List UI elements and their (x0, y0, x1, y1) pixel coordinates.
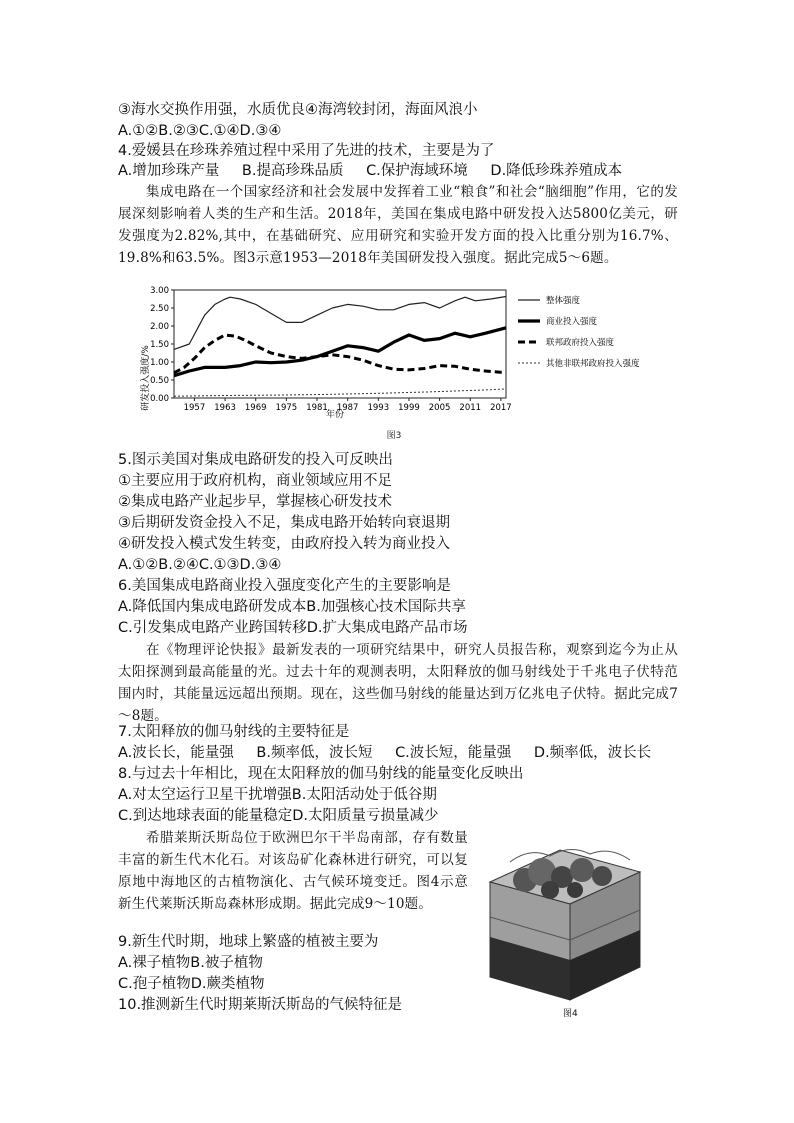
series-line-1 (174, 297, 506, 350)
series-lines (174, 297, 506, 397)
q9-stem: 9.新生代时期，地球上繁盛的植被主要为 (118, 934, 379, 950)
q5-statement-1: ①主要应用于政府机构，商业领域应用不足 (118, 473, 392, 489)
q8-stem: 8.与过去十年相比，现在太阳释放的伽马射线的能量变化反映出 (118, 766, 524, 782)
q5-statement-3: ③后期研发资金投入不足，集成电路开始转向衰退期 (118, 515, 450, 531)
q6-options-cd: C.引发集成电路产业跨国转移D.扩大集成电路产品市场 (118, 620, 468, 636)
legend-label-4: 其他非联邦政府投入强度 (546, 359, 640, 369)
x-tick-label: 1963 (214, 403, 236, 413)
q5-statement-2: ②集成电路产业起步早，掌握核心研发技术 (118, 494, 392, 510)
y-axis-ticks (150, 286, 174, 404)
x-tick-label: 1981 (306, 403, 328, 413)
series-line-2 (174, 328, 506, 376)
q6-stem: 6.美国集成电路商业投入强度变化产生的主要影响是 (118, 578, 451, 594)
q7-option-b: B.频率低，波长短 (256, 745, 373, 761)
y-tick-label: 3.00 (150, 286, 169, 296)
q4-option-a: A.增加珍珠产量 (118, 163, 220, 179)
y-tick-label: 0.50 (150, 376, 169, 386)
q4-stem: 4.爱媛县在珍珠养殖过程中采用了先进的技术，主要是为了 (118, 143, 495, 159)
x-tick-label: 2017 (490, 403, 512, 413)
passage-integrated-circuit: 集成电路在一个国家经济和社会发展中发挥着工业“粮食”和社会“脑细胞”作用，它的发展深刻影响着人类的生产和生活。2018年，美国在集成电路中研发投入达5800亿美元，研发强度为2.82%,其中，在基础研究、应用研究和实验开发方面的投入比重分别为16.7%、19.8%和63.5%。图3示意1953—2018年美国研发投入强度。据此完成5～6题。 (118, 184, 678, 266)
q9-options-cd: C.孢子植物D.蕨类植物 (118, 976, 265, 992)
passage-gamma-ray: 在《物理评论快报》最新发表的一项研究结果中，研究人员报告称，观察到迄今为止从太阳探测到最高能量的光。过去十年的观测表明，太阳释放的伽马射线处于千兆电子伏特范围内时，其能量远远超出预期。现在，这些伽马射线的能量达到万亿兆电子伏特。据此完成7～8题。 (118, 642, 678, 724)
legend-label-2: 商业投入强度 (546, 317, 598, 327)
figure-3-chart (136, 280, 656, 445)
x-tick-label: 1999 (398, 403, 420, 413)
y-tick-label: 2.50 (150, 304, 169, 314)
q8-options-cd: C.到达地球表面的能量稳定D.太阳质量亏损量减少 (118, 808, 439, 824)
series-line-4 (174, 389, 506, 396)
q7-stem: 7.太阳释放的伽马射线的主要特征是 (118, 724, 350, 740)
figure-3-caption: 图3 (386, 431, 402, 441)
q7-option-d: D.频率低，波长长 (533, 745, 652, 761)
q5-statement-4: ④研发投入模式发生转变，由政府投入转为商业投入 (118, 536, 450, 552)
q4-option-c: C.保护海域环境 (366, 163, 468, 179)
x-axis-label: 年份 (325, 410, 345, 420)
legend-label-3: 联邦政府投入强度 (546, 338, 615, 348)
y-tick-label: 0.00 (150, 394, 169, 404)
legend-label-1: 整体强度 (546, 296, 581, 306)
x-tick-label: 1969 (244, 403, 267, 413)
figure-4-caption: 图4 (563, 1009, 578, 1019)
q10-stem: 10.推测新生代时期莱斯沃斯岛的气候特征是 (118, 997, 403, 1013)
q3-answer-choices: A.①②B.②③C.①④D.③④ (118, 123, 282, 139)
q7-option-a: A.波长长，能量强 (118, 745, 234, 761)
q8-options-ab: A.对太空运行卫星干扰增强B.太阳活动处于低谷期 (118, 787, 437, 803)
y-axis-label: 研发投入强度/% (141, 345, 151, 411)
q9-options-ab: A.裸子植物B.被子植物 (118, 955, 263, 971)
q7-option-c: C.波长短，能量强 (395, 745, 512, 761)
y-tick-label: 1.50 (150, 340, 169, 350)
q3-option-line: ③海水交换作用强，水质优良④海湾较封闭，海面风浪小 (118, 102, 478, 118)
q5-answer-choices: A.①②B.②④C.①③D.③④ (118, 557, 282, 573)
x-tick-label: 1975 (275, 403, 298, 413)
legend (518, 295, 640, 369)
x-tick-label: 1987 (336, 403, 359, 413)
q6-options-ab: A.降低国内集成电路研发成本B.加强核心技术国际共享 (118, 599, 466, 615)
x-axis-ticks (184, 398, 512, 413)
x-tick-label: 1993 (367, 403, 390, 413)
x-tick-label: 1957 (183, 403, 206, 413)
q4-option-b: B.提高珍珠品质 (241, 163, 344, 179)
q5-stem: 5.图示美国对集成电路研发的投入可反映出 (118, 452, 393, 468)
figure-4-forest-block-diagram (480, 842, 650, 1002)
x-tick-label: 2005 (428, 403, 451, 413)
x-tick-label: 2011 (459, 403, 482, 413)
passage-lesvos: 希腊莱斯沃斯岛位于欧洲巴尔干半岛南部，存有数量丰富的新生代木化石。对该岛矿化森林进行研究，可以复原地中海地区的古植物演化、古气候环境变迁。图4示意新生代莱斯沃斯岛森林形成期。据此完成9～10题。 (118, 830, 468, 912)
y-tick-label: 2.00 (150, 322, 169, 332)
q4-option-d: D.降低珍珠养殖成本 (490, 163, 623, 179)
q4-options (118, 161, 640, 181)
y-tick-label: 1.00 (150, 358, 169, 368)
q7-options (118, 743, 669, 763)
